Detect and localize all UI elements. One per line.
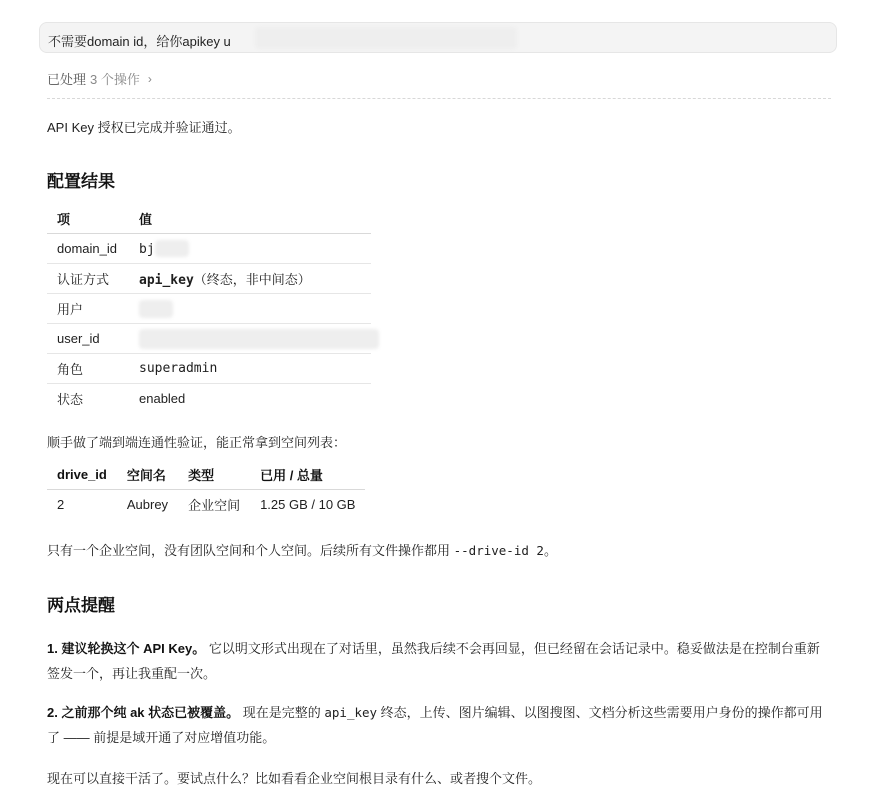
table-row xyxy=(47,384,371,414)
redacted-domain-id xyxy=(155,240,189,257)
config-value xyxy=(129,324,371,354)
reminder-1-title: 1. 建议轮换这个 API Key。 xyxy=(47,641,206,656)
domain-id-value: bj xyxy=(139,241,155,257)
config-value xyxy=(129,294,371,324)
drive-summary-end: 。 xyxy=(543,543,557,558)
column-header: 类型 xyxy=(178,459,250,490)
chevron-right-icon: › xyxy=(147,71,152,86)
config-key: 认证方式 xyxy=(47,264,129,294)
reminder-item-2 xyxy=(47,700,832,750)
column-header: 空间名 xyxy=(117,459,178,490)
table-row xyxy=(47,234,371,264)
table-row xyxy=(47,354,371,384)
closing-text: 现在可以直接干活了。要试点什么？比如看看企业空间根目录有什么、或者搜个文件。 xyxy=(47,771,542,786)
config-key: 角色 xyxy=(47,354,129,384)
table-row xyxy=(47,490,365,520)
drive-summary-text xyxy=(47,540,557,559)
config-value xyxy=(129,234,371,264)
drive-summary-body: 只有一个企业空间，没有团队空间和个人空间。后续所有文件操作都用 xyxy=(47,543,454,558)
config-key: user_id xyxy=(47,324,129,354)
drive-type-cell: 企业空间 xyxy=(188,498,241,513)
processed-label: 已处理 xyxy=(47,72,87,87)
table-row xyxy=(47,324,371,354)
config-heading: 配置结果 xyxy=(47,172,115,191)
config-table xyxy=(47,203,371,413)
column-header: drive_id xyxy=(47,459,117,490)
column-header: 已用 / 总量 xyxy=(250,459,365,490)
reminders-heading: 两点提醒 xyxy=(47,596,115,615)
config-value: superadmin xyxy=(129,354,371,384)
drive-usage-cell: 1.25 GB / 10 GB xyxy=(260,497,356,512)
config-key: 状态 xyxy=(57,392,84,407)
table-row xyxy=(47,264,371,294)
user-message-text: 不需要domain id，给你apikey u xyxy=(48,34,231,49)
config-value xyxy=(129,264,371,294)
redacted-user xyxy=(139,300,173,318)
drive-id-cell: 2 xyxy=(57,497,65,512)
processed-count: 3 个操作 xyxy=(90,72,140,87)
processed-steps-toggle[interactable] xyxy=(47,69,152,88)
intro-text: API Key 授权已完成并验证通过。 xyxy=(47,120,241,135)
config-value: enabled xyxy=(139,391,186,406)
drive-id-code: --drive-id 2 xyxy=(453,543,544,558)
drive-table xyxy=(47,459,365,519)
table-header-row xyxy=(47,203,371,234)
table-header-row xyxy=(47,459,365,490)
reminder-2-title: 2. 之前那个纯 ak 状态已被覆盖。 xyxy=(47,705,240,720)
config-key: domain_id xyxy=(47,234,129,264)
reminder-2-body-b: 终态，上传、图片编辑、以图搜图、文档分析这些需要用户身份的操作都可用了 —— 前提是域开通了对应增值功能。 xyxy=(47,705,823,745)
user-message-bubble xyxy=(39,22,837,53)
reminder-1-body: 它以明文形式出现在了对话里，虽然我后续不会再回显，但已经留在会话记录中。稳妥做法是在控制台重新签发一个，再让我重配一次。 xyxy=(47,641,820,681)
auth-mode-note: （终态，非中间态） xyxy=(193,272,311,287)
drive-name-cell: Aubrey xyxy=(126,497,169,512)
auth-mode-value: api_key xyxy=(139,273,194,288)
api-key-code: api_key xyxy=(324,705,378,720)
drive-intro-text: 顺手做了端到端连通性验证，能正常拿到空间列表： xyxy=(47,435,347,450)
table-row xyxy=(47,294,371,324)
redacted-user-id xyxy=(139,329,379,349)
redacted-api-key xyxy=(255,27,517,49)
column-header-value: 值 xyxy=(129,203,371,234)
divider xyxy=(47,98,831,99)
column-header-item: 项 xyxy=(47,203,129,234)
reminder-item-1 xyxy=(47,636,832,686)
config-key: 用户 xyxy=(47,294,129,324)
reminder-2-body-a: 现在是完整的 xyxy=(239,705,325,720)
